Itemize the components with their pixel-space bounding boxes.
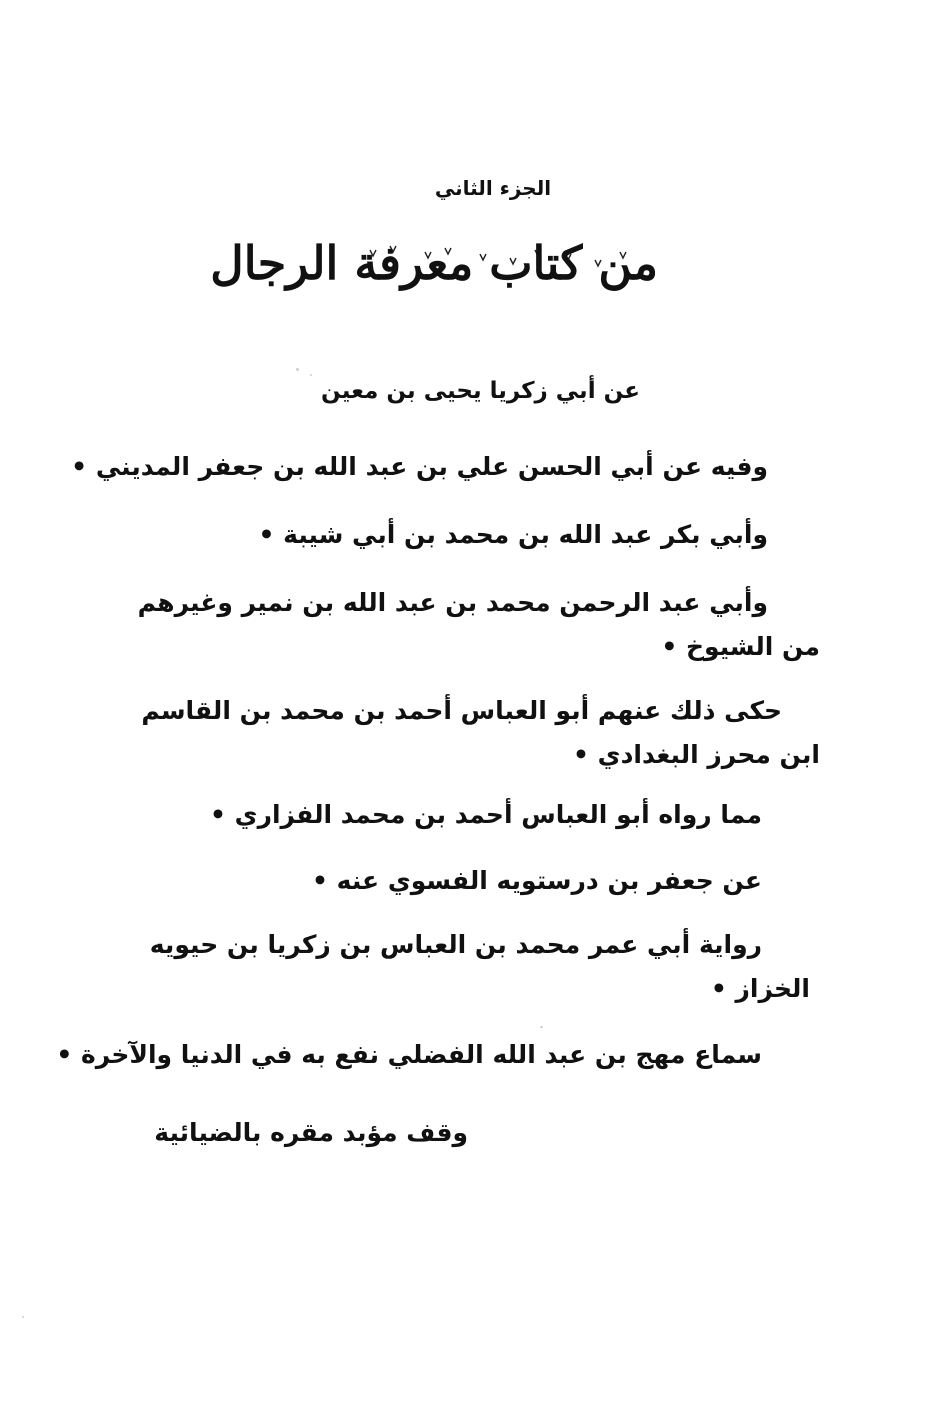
author-line: عن أبي زكريا يحيى بن معين	[321, 378, 640, 404]
text-line-8: سماع مهج بن عبد الله الفضلي نفع به في الدنيا والآخرة •	[56, 1040, 762, 1069]
text-line-1: وفيه عن أبي الحسن علي بن عبد الله بن جعفر المديني •	[71, 452, 768, 481]
volume-label: الجزء الثاني	[434, 176, 552, 200]
text-line-3b: من الشيوخ •	[661, 632, 820, 661]
text-line-5: مما رواه أبو العباس أحمد بن محمد الفزاري •	[209, 800, 762, 829]
waqf-note: وقف مؤبد مقره بالضيائية	[154, 1118, 468, 1147]
text-line-3a: وأبي عبد الرحمن محمد بن عبد الله بن نمير وغيرهم	[137, 588, 768, 617]
text-line-4a: حكى ذلك عنهم أبو العباس أحمد بن محمد بن القاسم	[141, 696, 782, 725]
scan-speck	[540, 1026, 543, 1028]
text-line-7a: رواية أبي عمر محمد بن العباس بن زكريا بن حيويه	[149, 930, 762, 959]
scan-speck	[296, 368, 299, 371]
text-line-4b: ابن محرز البغدادي •	[572, 740, 820, 769]
text-line-2: وأبي بكر عبد الله بن محمد بن أبي شيبة •	[258, 520, 768, 549]
scan-speck	[310, 374, 312, 376]
book-title: من كتاب معرفة الرجال	[210, 236, 658, 290]
scan-speck	[22, 1316, 24, 1318]
text-line-6: عن جعفر بن درستويه الفسوي عنه •	[312, 866, 762, 895]
text-line-7b: الخزاز •	[710, 974, 810, 1003]
